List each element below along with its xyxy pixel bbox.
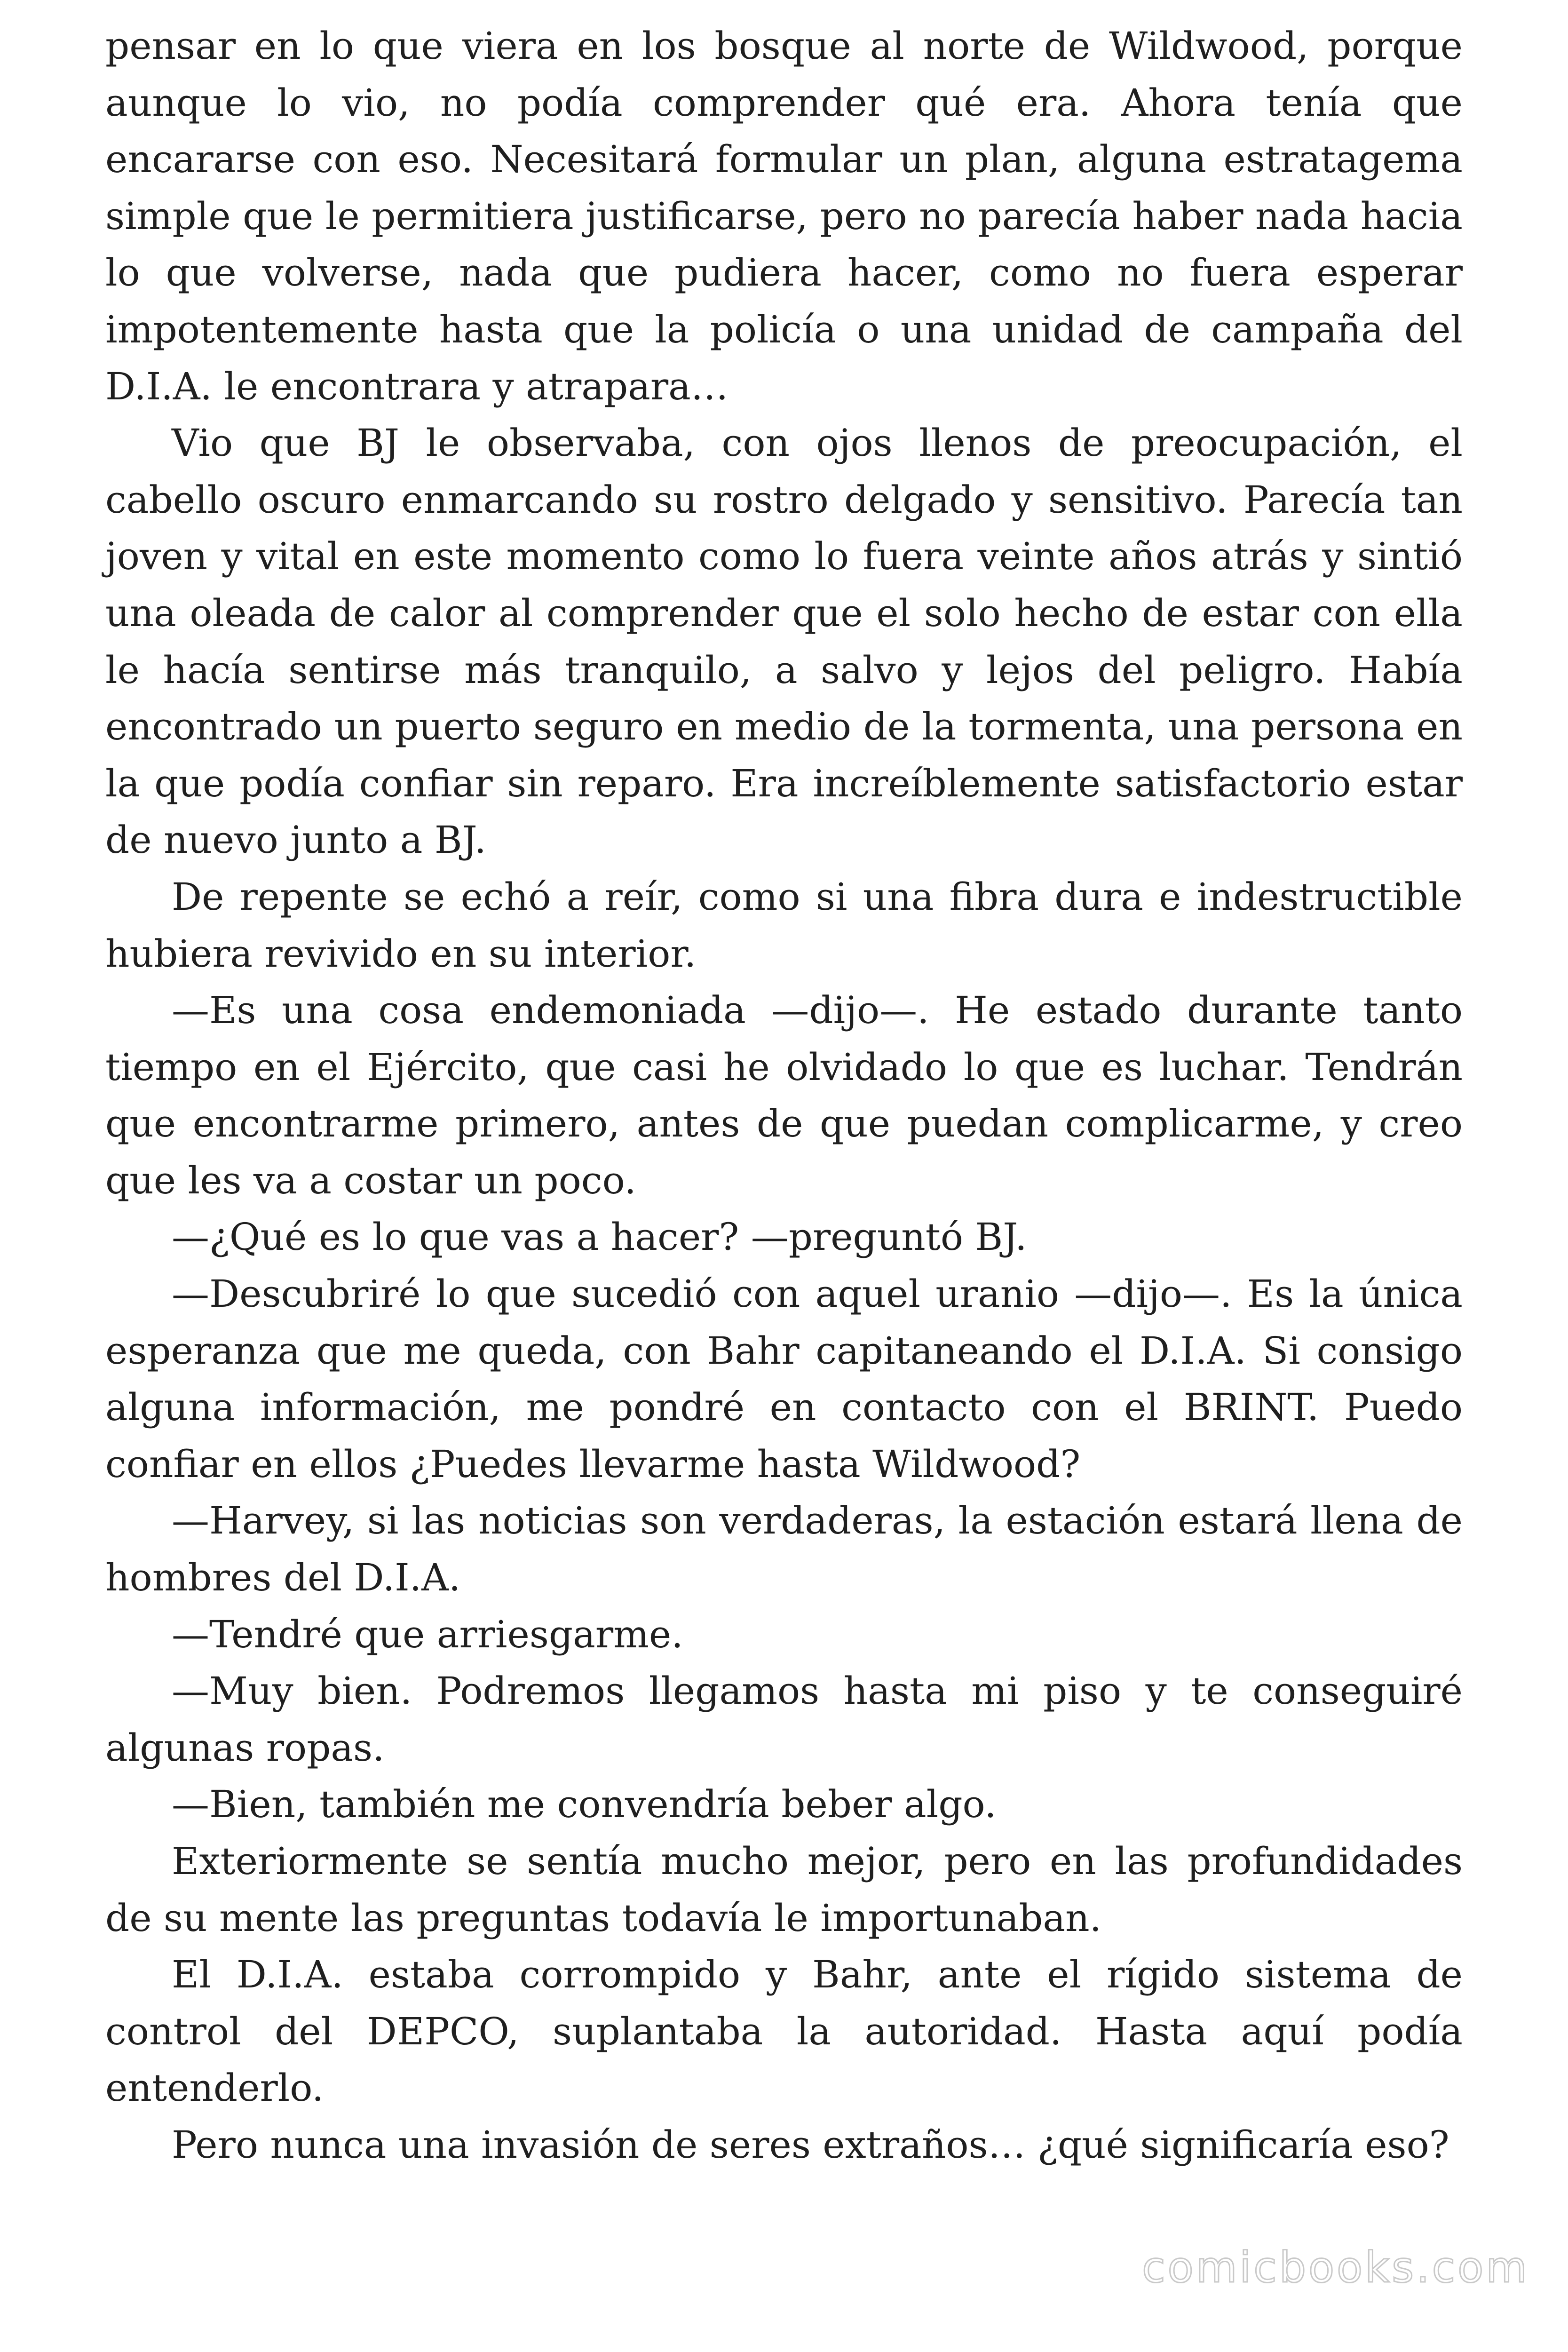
dialogue-paragraph: —Harvey, si las noticias son verdaderas, la estación estará llena de hombres del D.I.A. (105, 1499, 1463, 1600)
dialogue-paragraph: —¿Qué es lo que vas a hacer? —preguntó BJ. (172, 1215, 1027, 1259)
dialogue-paragraph: —Es una cosa endemoniada —dijo—. He estado durante tanto tiempo en el Ejército, que casi he olvidado lo que es luchar. Tendrán que encontrarme primero, antes de que puedan complicarme, y creo que les va a costar un poco. (105, 988, 1463, 1202)
paragraph: Vio que BJ le observaba, con ojos llenos de preocupación, el cabello oscuro enmarcando su rostro delgado y sensitivo. Parecía tan joven y vital en este momento como lo fuera veinte años atrás y sintió una oleada de calor al comprender que el solo hecho de estar con ella le hacía sentirse más tranquilo, a salvo y lejos del peligro. Había encontrado un puerto seguro en medio de la tormenta, una persona en la que podía confiar sin reparo. Era increíblemente satisfactorio estar de nuevo junto a BJ. (105, 421, 1463, 862)
paragraph: El D.I.A. estaba corrompido y Bahr, ante el rígido sistema de control del DEPCO, suplantaba la autoridad. Hasta aquí podía entenderlo. (105, 1953, 1463, 2110)
dialogue-paragraph: —Tendré que arriesgarme. (172, 1612, 683, 1656)
dialogue-paragraph: —Muy bien. Podremos llegamos hasta mi piso y te conseguiré algunas ropas. (105, 1669, 1463, 1770)
paragraph-continuation: pensar en lo que viera en los bosque al norte de Wildwood, porque aunque lo vio, no podía comprender qué era. Ahora tenía que encararse con eso. Necesitará formular un plan, alguna estratagema simple que le permitiera justificarse, pero no parecía haber nada hacia lo que volverse, nada que pudiera hacer, como no fuera esperar impotentemente hasta que la policía o una unidad de campaña del D.I.A. le encontrara y atrapara… (105, 24, 1463, 408)
paragraph: De repente se echó a reír, como si una fibra dura e indestructible hubiera revivido en su interior. (105, 874, 1463, 976)
book-page-text (105, 18, 1463, 2174)
dialogue-paragraph: —Bien, también me convendría beber algo. (172, 1782, 997, 1827)
paragraph: Pero nunca una invasión de seres extraños… ¿qué significaría eso? (172, 2122, 1449, 2167)
paragraph: Exteriormente se sentía mucho mejor, pero en las profundidades de su mente las preguntas todavía le importunaban. (105, 1839, 1463, 1940)
watermark: comicbooks.com (1142, 2243, 1529, 2292)
dialogue-paragraph: —Descubriré lo que sucedió con aquel uranio —dijo—. Es la única esperanza que me queda, con Bahr capitaneando el D.I.A. Si consigo alguna información, me pondré en contacto con el BRINT. Puedo confiar en ellos ¿Puedes llevarme hasta Wildwood? (105, 1272, 1463, 1486)
